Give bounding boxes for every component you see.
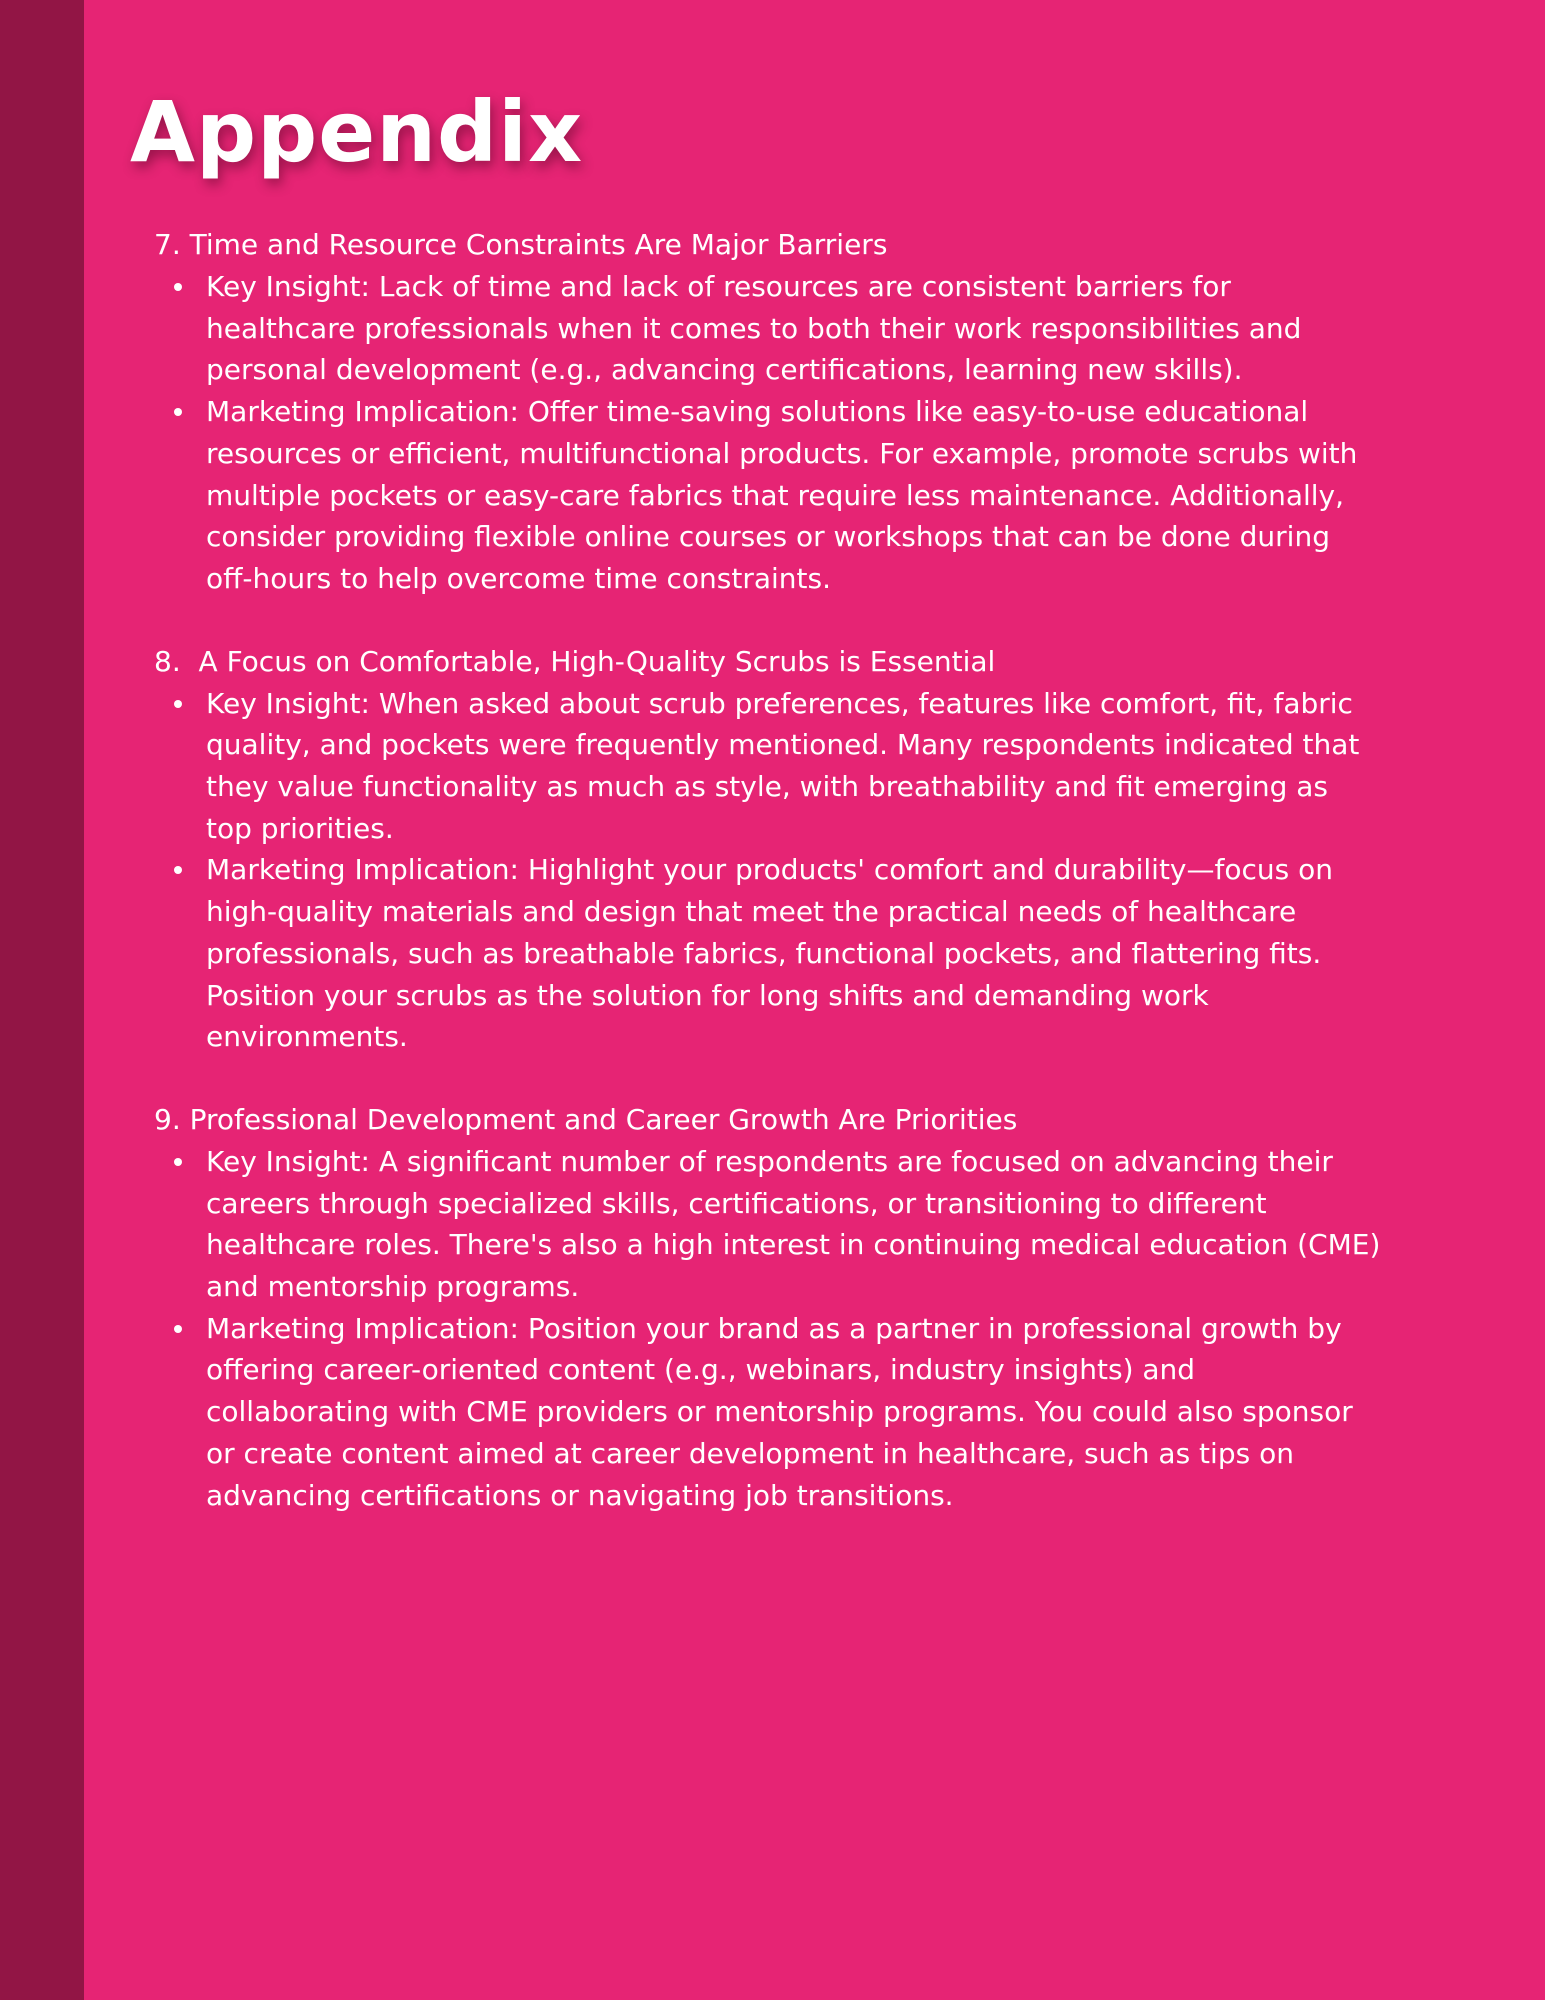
point-text: Marketing Implication: Offer time-saving solutions like easy-to-use educational resources or efficient, multifunctional products. For example, promote scrubs with multiple pockets or easy-care fabrics that require less maintenance. Additionally, consider providing flexible online courses or workshops that can be done during off-hours to help overcome time constraints.: [206, 395, 1358, 595]
point-text: Key Insight: A significant number of respondents are focused on advancing their careers through specialized skills, certifications, or transitioning to different healthcare roles. There's also a high interest in continuing medical education (CME) and mentorship programs.: [206, 1144, 1381, 1304]
section-time-resource-constraints: [154, 224, 1414, 600]
page-title: Appendix: [130, 83, 584, 181]
point-text: Marketing Implication: Position your brand as a partner in professional growth by offering career-oriented content (e.g., webinars, industry insights) and collaborating with CME providers or mentorship programs. You could also sponsor or create content aimed at career development in healthcare, such as tips on advancing certifications or navigating job transitions.: [206, 1311, 1353, 1512]
bullet-point-key-insight: [154, 683, 1381, 850]
bullet-list: [154, 266, 1414, 600]
bullet-dot-icon: [174, 408, 182, 416]
point-text: Key Insight: When asked about scrub preferences, features like comfort, fit, fabric quality, and pockets were frequently mentioned. Many respondents indicated that they value functionality as much as style, with breathability and fit emerging as top priorities.: [206, 686, 1360, 845]
appendix-sections: [154, 224, 1414, 1557]
bullet-dot-icon: [174, 866, 182, 874]
section-heading: 9. Professional Development and Career Growth Are Priorities: [154, 1102, 1018, 1136]
bullet-dot-icon: [174, 1325, 182, 1333]
bullet-point-marketing-implication: [154, 391, 1381, 600]
bullet-dot-icon: [174, 700, 182, 708]
bullet-dot-icon: [174, 1158, 182, 1166]
bullet-point-key-insight: [154, 1141, 1381, 1308]
section-professional-development: [154, 1099, 1414, 1516]
bullet-dot-icon: [174, 283, 182, 291]
section-comfortable-scrubs: [154, 641, 1414, 1058]
section-heading: 8. A Focus on Comfortable, High-Quality Scrubs is Essential: [154, 644, 996, 678]
point-text: Key Insight: Lack of time and lack of resources are consistent barriers for healthcare professionals when it comes to both their work responsibilities and personal development (e.g., advancing certifications, learning new skills).: [206, 270, 1302, 387]
point-text: Marketing Implication: Highlight your products' comfort and durability—focus on high-quality materials and design that meet the practical needs of healthcare professionals, such as breathable fabrics, functional pockets, and flattering fits. Position your scrubs as the solution for long shifts and demanding work environments.: [206, 853, 1333, 1054]
bullet-point-key-insight: [154, 266, 1381, 391]
bullet-point-marketing-implication: [154, 1308, 1381, 1517]
section-heading: 7. Time and Resource Constraints Are Major Barriers: [154, 228, 888, 261]
side-band: [0, 0, 84, 2000]
bullet-point-marketing-implication: [154, 849, 1381, 1058]
bullet-list: [154, 683, 1414, 1058]
bullet-list: [154, 1141, 1414, 1516]
